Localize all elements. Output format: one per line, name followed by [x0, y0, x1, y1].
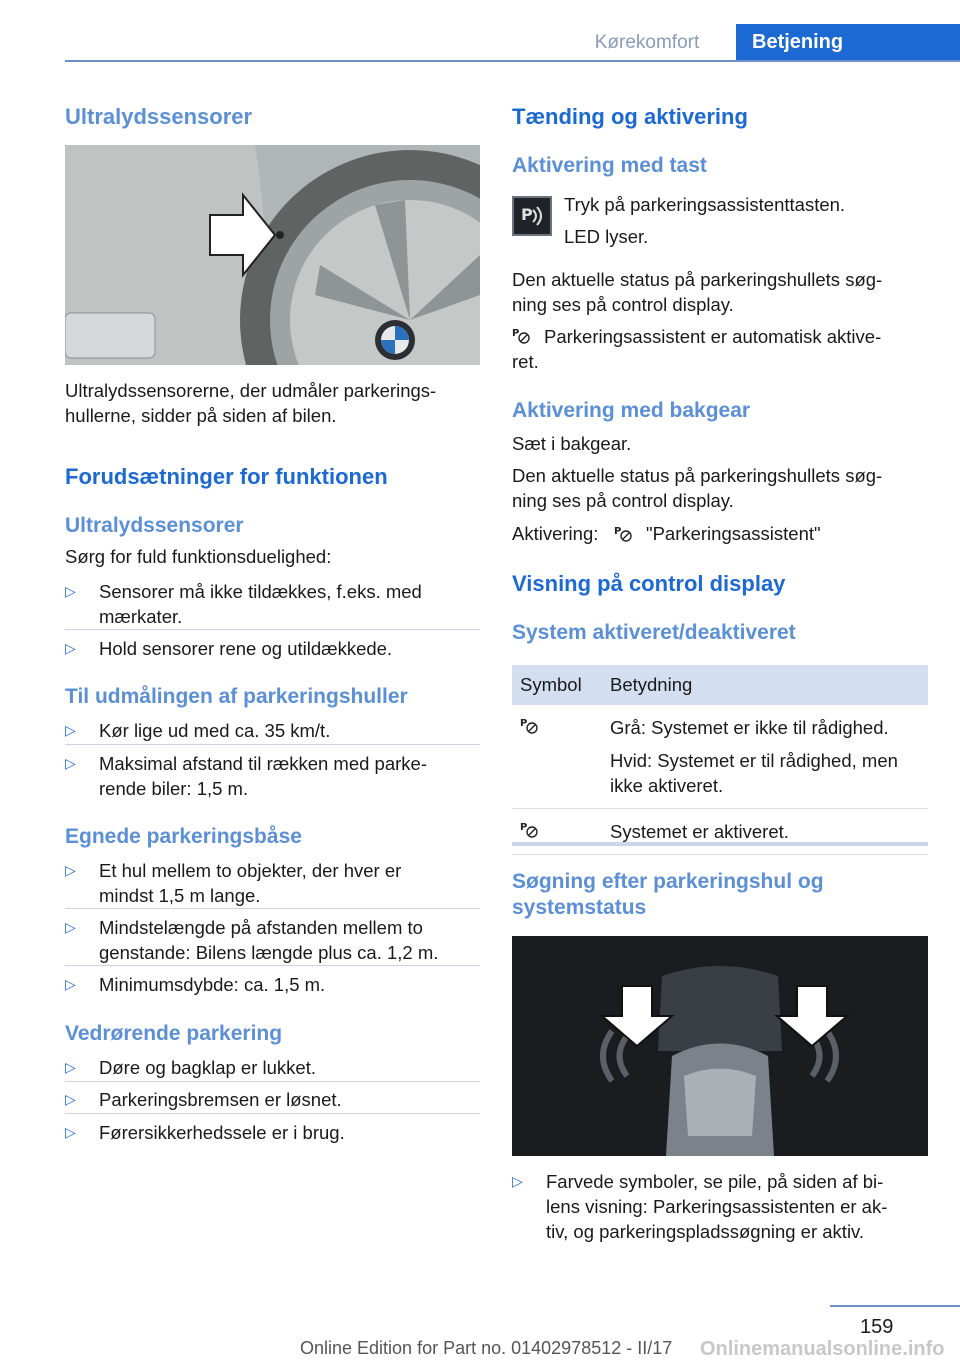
functionality-text: Sørg for fuld funktionsduelighed:	[65, 546, 332, 567]
divider	[65, 744, 480, 745]
list-item: ▷ Minimumsdybde: ca. 1,5 m.	[65, 974, 326, 995]
table-header-row	[512, 665, 928, 705]
subtitle-ultrasonic-sensors: Ultralydssensorer	[65, 514, 244, 537]
bullet-icon: ▷	[65, 862, 76, 878]
section-title-control-display: Visning på control display	[512, 571, 786, 596]
list-item: ▷ Maksimal afstand til rækken med parke‐ rende biler: 1,5 m.	[65, 753, 427, 799]
list-item: ▷ Parkeringsbremsen er løsnet.	[65, 1089, 342, 1110]
bullet-icon: ▷	[65, 919, 76, 935]
activation-label: Aktivering:	[512, 523, 599, 544]
status-text-line1: Den aktuelle status på parkeringshullets søg‐	[512, 465, 883, 486]
section-title-ignition: Tænding og aktivering	[512, 104, 748, 129]
subtitle-system-status: System aktiveret/deaktiveret	[512, 621, 796, 644]
section-title-ultrasonic-sensors: Ultralydssensorer	[65, 104, 253, 129]
list-item: ▷ Førersikkerhedssele er i brug.	[65, 1122, 345, 1143]
parking-assistant-icon	[512, 326, 532, 344]
subtitle-button-activation: Aktivering med tast	[512, 154, 707, 177]
table-bottom-rule	[512, 842, 928, 846]
key-instruction: Tryk på parkeringsassistenttasten.	[564, 194, 846, 215]
bullet-icon: ▷	[65, 1091, 76, 1107]
bullet-icon: ▷	[65, 1059, 76, 1075]
parking-assistant-icon	[614, 524, 634, 542]
list-item: ▷ Sensorer må ikke tildækkes, f.eks. med mærkater.	[65, 581, 422, 627]
status-text-line2: ning ses på control display.	[512, 490, 734, 511]
list-item: ▷ Døre og bagklap er lukket.	[65, 1057, 316, 1078]
table-cell-meaning: Grå: Systemet er ikke til rådighed. Hvid: Systemet er til rådighed, men ikke aktiveret.	[602, 705, 928, 809]
parking-assistant-active-icon	[520, 820, 540, 838]
bullet-icon: ▷	[512, 1173, 523, 1189]
sensor-illustration	[65, 145, 480, 365]
auto-activated-line1: Parkeringsassistent er automatisk aktive‐	[544, 326, 882, 347]
bullet-icon: ▷	[65, 640, 76, 656]
bullet-icon: ▷	[65, 722, 76, 738]
divider	[65, 908, 480, 909]
svg-text:P: P	[520, 822, 528, 833]
status-text-line1: Den aktuelle status på parkeringshullets søg‐	[512, 269, 883, 290]
divider	[65, 1081, 480, 1082]
svg-text:P: P	[520, 718, 528, 729]
table-cell-symbol	[512, 705, 602, 809]
header-rule	[65, 60, 960, 62]
table-row	[512, 705, 928, 809]
bullet-icon: ▷	[65, 755, 76, 771]
list-item: ▷ Kør lige ud med ca. 35 km/t.	[65, 720, 331, 741]
parking-assistant-icon	[520, 716, 540, 734]
svg-text:P: P	[614, 526, 622, 537]
divider	[65, 629, 480, 630]
list-item: ▷ Farvede symboler, se pile, på siden af bi‐ lens visning: Parkeringsassistenten er ak‐ tiv, og parkeringspladssøgning er aktiv.	[512, 1171, 888, 1242]
control-display-illustration	[512, 936, 928, 1156]
auto-activated-line2: ret.	[512, 351, 539, 372]
page-number: 159	[860, 1316, 894, 1338]
section-title-prerequisites: Forudsætninger for funktionen	[65, 464, 388, 489]
symbol-table	[512, 665, 928, 855]
divider	[65, 1113, 480, 1114]
section-title-search-line1: Søgning efter parkeringshul og	[512, 870, 824, 893]
list-item: ▷ Mindstelængde på afstanden mellem to genstande: Bilens længde plus ca. 1,2 m.	[65, 917, 439, 963]
table-header-meaning: Betydning	[602, 665, 928, 705]
subtitle-reverse-activation: Aktivering med bakgear	[512, 399, 751, 422]
svg-text:P: P	[521, 205, 533, 224]
footer-rule	[830, 1305, 960, 1307]
list-item: ▷ Et hul mellem to objekter, der hver er mindst 1,5 m lange.	[65, 860, 402, 906]
image-caption-line1: Ultralydssensorerne, der udmåler parkerings‐	[65, 380, 437, 401]
led-text: LED lyser.	[564, 226, 649, 247]
edition-text: Online Edition for Part no. 01402978512 - II/17	[300, 1338, 673, 1358]
bullet-icon: ▷	[65, 1124, 76, 1140]
subtitle-parking: Vedrørende parkering	[65, 1022, 283, 1045]
divider	[65, 965, 480, 966]
image-caption-line2: hullerne, sidder på siden af bilen.	[65, 405, 337, 426]
list-item: ▷ Hold sensorer rene og utildækkede.	[65, 638, 393, 659]
subtitle-measuring: Til udmålingen af parkeringshuller	[65, 685, 408, 708]
watermark: Onlinemanualsonline.info	[700, 1338, 945, 1360]
table-row	[512, 809, 928, 855]
header-section: Kørekomfort	[594, 32, 700, 53]
activation-value: "Parkeringsassistent"	[646, 523, 821, 544]
bullet-icon: ▷	[65, 976, 76, 992]
header-chapter-tab: Betjening	[736, 24, 960, 60]
reverse-gear-text: Sæt i bakgear.	[512, 433, 632, 454]
table-cell-symbol	[512, 809, 602, 855]
table-cell-meaning: Systemet er aktiveret.	[602, 809, 928, 855]
section-title-search-line2: systemstatus	[512, 896, 647, 919]
status-text-line2: ning ses på control display.	[512, 294, 734, 315]
svg-text:P: P	[512, 328, 520, 339]
table-header-symbol: Symbol	[512, 665, 602, 705]
parking-assistant-key-icon	[512, 196, 552, 236]
bullet-icon: ▷	[65, 583, 76, 599]
subtitle-parking-spaces: Egnede parkeringsbåse	[65, 825, 302, 848]
